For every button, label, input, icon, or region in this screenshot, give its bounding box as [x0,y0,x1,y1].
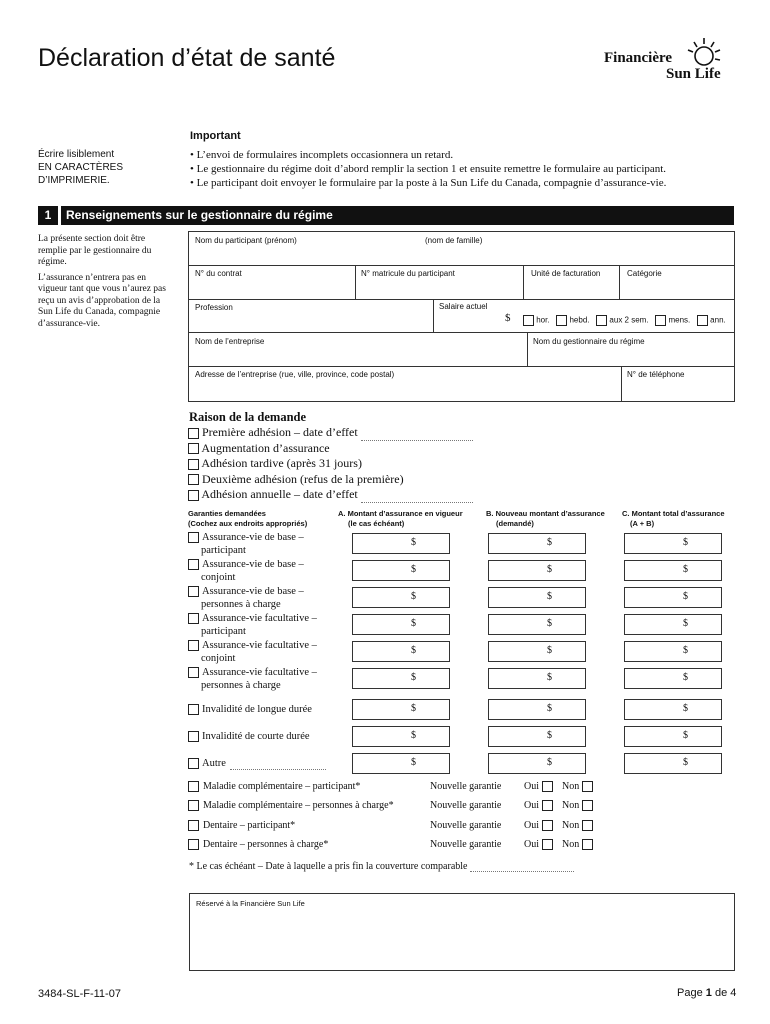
contract-no-label: N° du contrat [195,269,242,278]
important-title: Important [190,130,241,142]
coverage-label-line1: Invalidité de courte durée [202,731,310,742]
coverage-label-line2: participant [201,626,246,637]
currency-sign: $ [683,591,688,602]
pay-period-checkbox[interactable] [596,315,607,326]
amount-c-field[interactable] [624,560,722,581]
health-row [188,838,608,851]
coverage-label-line2: personnes à charge [201,599,281,610]
reason-label: Première adhésion – date d’effet [202,425,358,439]
health-label: Dentaire – personnes à charge* [203,839,329,850]
side-note-1: La présente section doit être remplie par le gestionnaire du régime. [38,234,152,267]
print-instructions [38,148,123,187]
currency-sign: $ [683,672,688,683]
reserved-box [189,893,735,971]
amount-b-field[interactable] [488,587,586,608]
amount-b-field[interactable] [488,699,586,720]
health-row [188,819,608,832]
new-coverage-label: Nouvelle garantie [430,839,502,850]
amount-c-field[interactable] [624,753,722,774]
page-title: Déclaration d’état de santé [38,44,336,72]
col-divider [433,299,434,332]
coverage-label-line1: Assurance-vie de base – [202,586,304,597]
yes-checkbox[interactable] [542,839,553,850]
coverage-head-c [622,509,725,529]
form-code: 3484-SL-F-11-07 [38,988,121,1000]
section-header [38,206,734,225]
side-note-2: L’assurance n’entrera pas en vigueur tant que vous n’aurez pas reçu un avis d’approbation de la Sun Life du Canada, compagnie d’assurance-vie. [38,272,166,329]
no-checkbox[interactable] [582,820,593,831]
yes-label: Oui [524,839,539,850]
coverage-head-a [338,509,463,529]
head-line: (demandé) [496,519,534,528]
coverage-label-line1: Invalidité de longue durée [202,704,312,715]
coverage-row-label[interactable] [188,531,304,557]
amount-a-field[interactable] [352,614,450,635]
no-checkbox[interactable] [582,800,593,811]
col-divider [527,332,528,366]
side-note [38,234,176,330]
currency-sign: $ [411,703,416,714]
coverage-checkbox[interactable] [188,640,199,651]
sun-life-logo [604,34,734,90]
reason-checkbox[interactable] [188,490,199,501]
pay-period-label: aux 2 sem. [609,315,649,325]
currency-sign: $ [411,645,416,656]
participant-name-label: Nom du participant (prénom) [195,236,297,245]
participant-id-label: N° matricule du participant [361,269,455,278]
logo-text-2: Sun Life [666,66,721,82]
coverage-head-col0 [188,509,307,529]
coverage-label-line2: participant [201,545,246,556]
amount-c-field[interactable] [624,641,722,662]
no-checkbox[interactable] [582,781,593,792]
health-checkbox[interactable] [188,820,199,831]
coverage-label-line1: Assurance-vie facultative – [202,613,317,624]
amount-a-field[interactable] [352,668,450,689]
currency-sign: $ [683,537,688,548]
page-prefix: Page [677,987,703,999]
salary-label: Salaire actuel [439,302,488,311]
no-option[interactable] [562,838,593,851]
page-number [677,987,736,999]
head-line: (A + B) [630,519,655,528]
row-divider [189,299,734,300]
currency-sign: $ [411,730,416,741]
yes-option[interactable] [524,780,553,793]
salary-currency: $ [505,312,511,324]
amount-a-field[interactable] [352,726,450,747]
head-line: (le cas échéant) [348,519,405,528]
currency-sign: $ [411,537,416,548]
health-checkbox[interactable] [188,800,199,811]
no-label: Non [562,820,580,831]
coverage-label-line1: Assurance-vie facultative – [202,667,317,678]
reason-options [188,425,473,503]
coverage-checkbox[interactable] [188,704,199,715]
bullet-item: • Le participant doit envoyer le formulaire par la poste à la Sun Life du Canada, compagnie d’assurance-vie. [190,177,667,189]
head-line: (Cochez aux endroits appropriés) [188,519,308,528]
no-option[interactable] [562,799,593,812]
amount-c-field[interactable] [624,533,722,554]
head-line: A. Montant d’assurance en vigueur [338,509,463,518]
currency-sign: $ [547,730,552,741]
amount-b-field[interactable] [488,614,586,635]
coverage-label-line1: Assurance-vie de base – [202,532,304,543]
head-line: B. Nouveau montant d’assurance [486,509,605,518]
new-coverage-label: Nouvelle garantie [430,781,502,792]
amount-a-field[interactable] [352,587,450,608]
footnote-text: * Le cas échéant – Date à laquelle a pris fin la couverture comparable [189,861,468,872]
amount-c-field[interactable] [624,726,722,747]
yes-checkbox[interactable] [542,781,553,792]
coverage-checkbox[interactable] [188,731,199,742]
pay-period-label: ann. [710,315,726,325]
head-line: Garanties demandées [188,509,266,518]
coverage-label-line1: Assurance-vie de base – [202,559,304,570]
amount-c-field[interactable] [624,587,722,608]
coverage-row-label[interactable] [188,666,317,692]
reason-option[interactable] [188,472,473,488]
section-number: 1 [44,208,52,222]
coverage-head-b [486,509,605,529]
yes-option[interactable] [524,838,553,851]
coverage-row-label[interactable] [188,558,304,584]
yes-option[interactable] [524,799,553,812]
currency-sign: $ [411,591,416,602]
other-field[interactable] [230,761,326,770]
no-label: Non [562,839,580,850]
yes-option[interactable] [524,819,553,832]
reason-checkbox[interactable] [188,428,199,439]
pay-period-label: hor. [536,315,550,325]
coverage-row-label[interactable] [188,585,304,611]
category-label: Catégorie [627,269,662,278]
coverage-label-line1: Autre [202,758,226,769]
coverage-checkbox[interactable] [188,758,199,769]
amount-c-field[interactable] [624,699,722,720]
currency-sign: $ [547,645,552,656]
col-divider [619,265,620,299]
health-label: Maladie complémentaire – participant* [203,781,361,792]
amount-c-field[interactable] [624,614,722,635]
health-label: Dentaire – participant* [203,820,296,831]
important-bullets [190,148,666,190]
amount-a-field[interactable] [352,753,450,774]
coverage-row-label[interactable] [188,757,326,770]
yes-label: Oui [524,820,539,831]
row-divider [189,332,734,333]
logo-text-1: Financière [604,50,673,66]
currency-sign: $ [683,645,688,656]
reason-option[interactable] [188,456,473,472]
yes-label: Oui [524,800,539,811]
currency-sign: $ [547,564,552,575]
reason-label: Deuxième adhésion (refus de la première) [202,471,404,486]
coverage-checkbox[interactable] [188,667,199,678]
pay-period-checkbox[interactable] [556,315,567,326]
date-field[interactable] [361,494,473,503]
amount-c-field[interactable] [624,668,722,689]
pay-period-label: hebd. [569,315,590,325]
currency-sign: $ [547,672,552,683]
amount-b-field[interactable] [488,753,586,774]
yes-checkbox[interactable] [542,820,553,831]
col-divider [355,265,356,299]
company-name-label: Nom de l’entreprise [195,337,265,346]
phone-label: N° de téléphone [627,370,685,379]
amount-b-field[interactable] [488,726,586,747]
date-field[interactable] [361,432,473,441]
col-divider [523,265,524,299]
currency-sign: $ [411,564,416,575]
new-coverage-label: Nouvelle garantie [430,800,502,811]
currency-sign: $ [411,618,416,629]
reason-title: Raison de la demande [189,410,307,424]
no-checkbox[interactable] [582,839,593,850]
bullet-item: • L’envoi de formulaires incomplets occasionnera un retard. [190,149,454,161]
reserved-label: Réservé à la Financière Sun Life [196,899,305,908]
pay-periods [523,315,726,326]
health-label: Maladie complémentaire – personnes à charge* [203,800,394,811]
health-checkbox[interactable] [188,839,199,850]
reason-option[interactable] [188,425,473,441]
no-option[interactable] [562,819,593,832]
footnote-date-field[interactable] [470,863,574,872]
currency-sign: $ [547,703,552,714]
bullet-item: • Le gestionnaire du régime doit d’abord remplir la section 1 et ensuite remettre le formulaire au participant. [190,163,667,175]
pay-period-checkbox[interactable] [655,315,666,326]
amount-a-field[interactable] [352,641,450,662]
amount-a-field[interactable] [352,699,450,720]
currency-sign: $ [547,757,552,768]
new-coverage-label: Nouvelle garantie [430,820,502,831]
reason-label: Adhésion annuelle – date d’effet [201,487,358,501]
page-current: 1 [705,987,712,999]
coverage-label-line2: conjoint [201,653,236,664]
currency-sign: $ [683,703,688,714]
pay-period-label: mens. [668,315,691,325]
coverage-label-line2: conjoint [201,572,236,583]
reason-checkbox[interactable] [188,443,199,454]
currency-sign: $ [683,757,688,768]
reason-label: Adhésion tardive (après 31 jours) [201,456,362,470]
health-row [188,780,608,793]
currency-sign: $ [411,672,416,683]
yes-label: Oui [524,781,539,792]
amount-a-field[interactable] [352,560,450,581]
reason-option[interactable] [188,487,473,503]
currency-sign: $ [547,618,552,629]
no-label: Non [562,800,580,811]
coverage-row-label[interactable] [188,703,312,716]
coverage-checkbox[interactable] [188,613,199,624]
admin-name-label: Nom du gestionnaire du régime [533,337,645,346]
currency-sign: $ [547,537,552,548]
coverage-row-label[interactable] [188,612,317,638]
coverage-label-line2: personnes à charge [201,680,281,691]
health-checkbox[interactable] [188,781,199,792]
profession-label: Profession [195,303,233,312]
coverage-checkbox[interactable] [188,532,199,543]
coverage-row-label[interactable] [188,639,317,665]
currency-sign: $ [411,757,416,768]
row-divider [189,265,734,266]
currency-sign: $ [683,618,688,629]
amount-b-field[interactable] [488,641,586,662]
yes-checkbox[interactable] [542,800,553,811]
currency-sign: $ [547,591,552,602]
head-line: C. Montant total d’assurance [622,509,725,518]
col-divider [621,366,622,401]
row-divider [189,366,734,367]
instruction-line: EN CARACTÈRES [38,162,124,173]
coverage-row-label[interactable] [188,730,310,743]
no-option[interactable] [562,780,593,793]
page-suffix: de 4 [714,987,737,999]
reason-label: Augmentation d’assurance [201,440,330,455]
plan-admin-form [188,231,735,402]
billing-unit-label: Unité de facturation [531,269,601,278]
amount-b-field[interactable] [488,533,586,554]
amount-b-field[interactable] [488,560,586,581]
family-name-label: (nom de famille) [425,236,483,245]
pay-period-checkbox[interactable] [523,315,534,326]
currency-sign: $ [683,730,688,741]
reason-option[interactable] [188,441,473,457]
footnote [189,861,574,872]
section-divider [58,206,61,225]
company-address-label: Adresse de l’entreprise (rue, ville, province, code postal) [195,370,395,379]
amount-b-field[interactable] [488,668,586,689]
coverage-checkbox[interactable] [188,586,199,597]
amount-a-field[interactable] [352,533,450,554]
coverage-label-line1: Assurance-vie facultative – [202,640,317,651]
reason-checkbox[interactable] [188,459,199,470]
section-title: Renseignements sur le gestionnaire du régime [66,208,333,222]
pay-period-checkbox[interactable] [697,315,708,326]
participant-name-field[interactable] [189,246,734,265]
no-label: Non [562,781,580,792]
instruction-line: D’IMPRIMERIE. [38,175,110,186]
health-row [188,799,608,812]
currency-sign: $ [683,564,688,575]
coverage-checkbox[interactable] [188,559,199,570]
reason-checkbox[interactable] [188,474,199,485]
instruction-line: Écrire lisiblement [38,149,115,160]
